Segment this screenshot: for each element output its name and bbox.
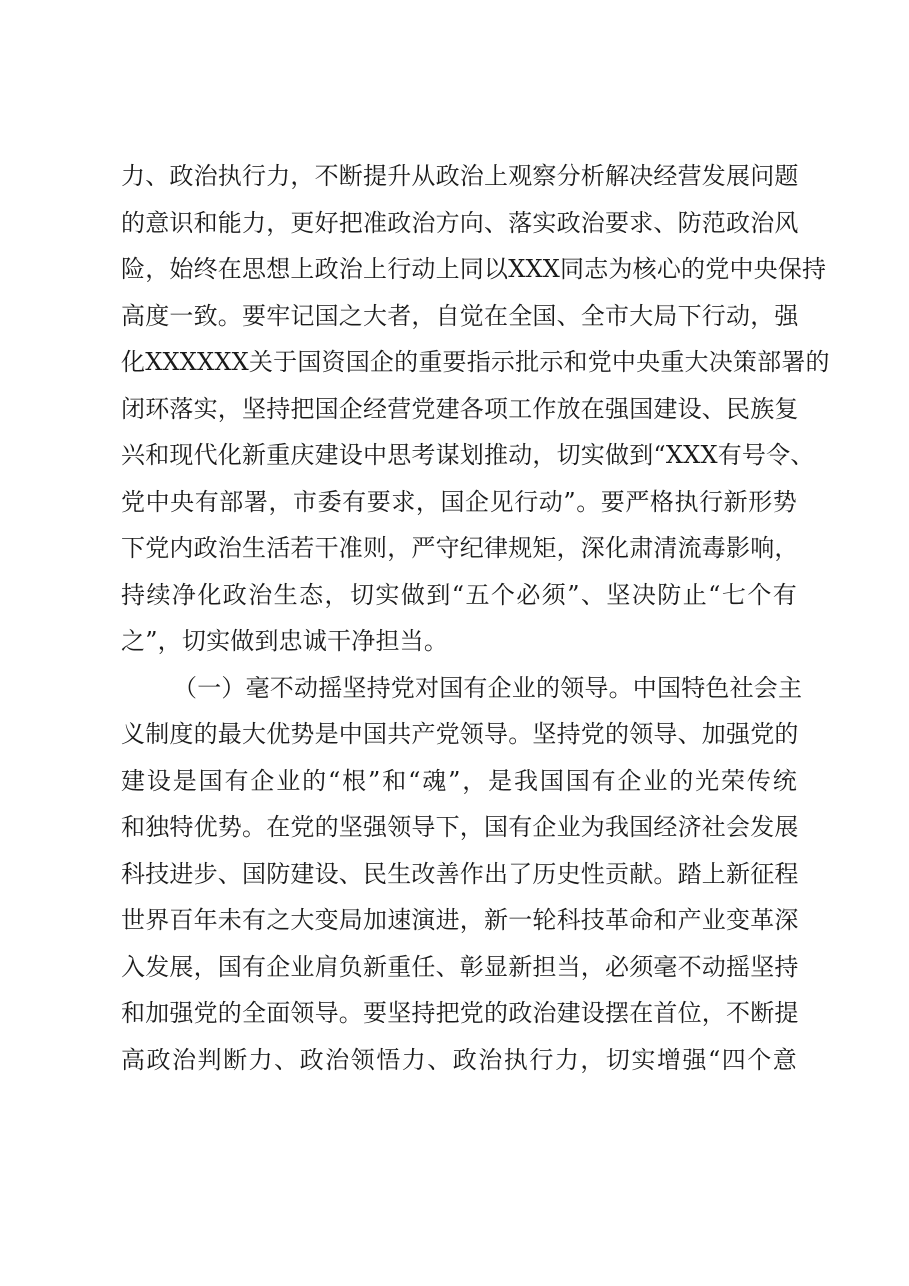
text-line: 高度一致。要牢记国之大者，自觉在全国、全市大局下行动，强 <box>121 301 799 330</box>
text-line: 和独特优势。在党的坚强领导下，国有企业为我国经济社会发展 <box>121 813 799 841</box>
text-line: 入发展，国有企业肩负新重任、彰显新担当，必须毫不动摇坚持 <box>121 952 799 981</box>
text-line: 义制度的最大优势是中国共产党领导。坚持党的领导、加强党的 <box>121 720 799 748</box>
text-line: 化XXXXXX关于国资国企的重要指示批示和党中央重大决策部署的 <box>121 348 830 376</box>
paragraph-section-one <box>121 665 803 1084</box>
text-line: 高政治判断力、政治领悟力、政治执行力，切实增强“四个意 <box>121 1045 797 1074</box>
text-line: 和加强党的全面领导。要坚持把党的政治建设摆在首位，不断提 <box>121 999 799 1027</box>
text-line: 兴和现代化新重庆建设中思考谋划推动，切实做到“XXX有号令、 <box>121 441 815 469</box>
text-line: 之”，切实做到忠诚干净担当。 <box>121 627 449 655</box>
text-line: 科技进步、国防建设、民生改善作出了历史性贡献。踏上新征程 <box>121 859 799 888</box>
document-body <box>121 153 830 1083</box>
section-heading-line: （一）毫不动摇坚持党对国有企业的领导。中国特色社会主 <box>173 673 803 702</box>
text-line: 世界百年未有之大变局加速演进，新一轮科技革命和产业变革深 <box>121 906 799 934</box>
text-line: 党中央有部署，市委有要求，国企见行动”。要严格执行新形势 <box>121 487 797 516</box>
text-line: 下党内政治生活若干准则，严守纪律规矩，深化肃清流毒影响， <box>121 534 799 562</box>
text-line: 闭环落实，坚持把国企经营党建各项工作放在强国建设、民族复 <box>121 394 799 423</box>
text-line: 持续净化政治生态，切实做到“五个必须”、坚决防止“七个有 <box>121 580 797 609</box>
paragraph-continued <box>121 153 830 665</box>
text-line: 险，始终在思想上政治上行动上同以XXX同志为核心的党中央保持 <box>121 255 827 283</box>
text-line: 力、政治执行力，不断提升从政治上观察分析解决经营发展问题 <box>121 162 799 190</box>
text-line: 的意识和能力，更好把准政治方向、落实政治要求、防范政治风 <box>121 208 799 237</box>
text-line: 建设是国有企业的“根”和“魂”，是我国国有企业的光荣传统 <box>121 766 797 795</box>
